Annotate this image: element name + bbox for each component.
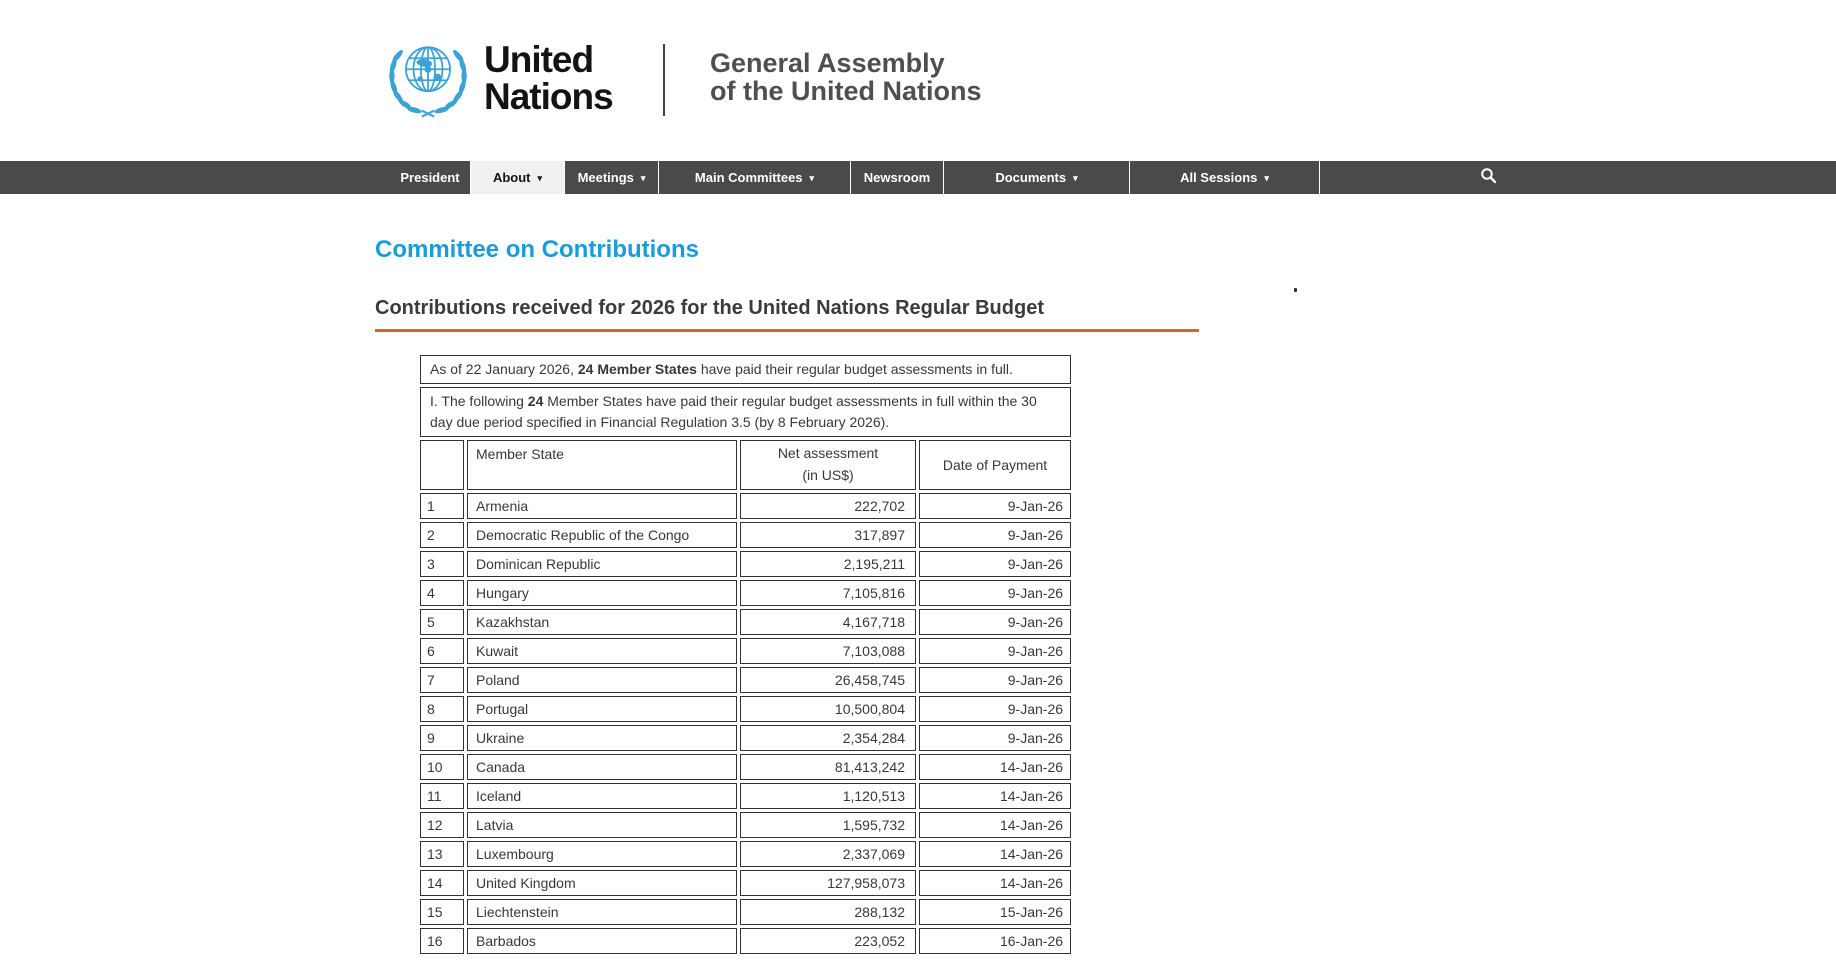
nav-item-meetings[interactable] [564, 161, 658, 194]
net-assessment-cell: 81,413,242 [740, 754, 916, 780]
col-header-net-line1: Net assessment [777, 445, 879, 462]
row-index-cell: 15 [420, 899, 464, 925]
row-index-cell: 4 [420, 580, 464, 606]
chevron-down-icon: ▾ [537, 173, 543, 183]
search-button[interactable] [1319, 161, 1657, 194]
net-assessment-cell: 223,052 [740, 928, 916, 954]
member-state-cell: Barbados [467, 928, 737, 954]
row-index-cell: 16 [420, 928, 464, 954]
net-assessment-cell: 288,132 [740, 899, 916, 925]
member-state-cell: Ukraine [467, 725, 737, 751]
date-of-payment-cell: 9-Jan-26 [919, 580, 1071, 606]
table-row [420, 841, 1071, 867]
row-index-cell: 13 [420, 841, 464, 867]
table-row [420, 696, 1071, 722]
row-index-cell: 10 [420, 754, 464, 780]
table-row [420, 638, 1071, 664]
nav-item-president[interactable] [390, 161, 470, 194]
net-assessment-cell: 2,195,211 [740, 551, 916, 577]
member-state-cell: Luxembourg [467, 841, 737, 867]
table-row [420, 522, 1071, 548]
member-state-cell: Poland [467, 667, 737, 693]
table-row [420, 754, 1071, 780]
net-assessment-cell: 7,103,088 [740, 638, 916, 664]
main-nav [0, 161, 1836, 194]
header-divider [663, 44, 665, 116]
net-assessment-cell: 1,595,732 [740, 812, 916, 838]
table-note-cell [420, 387, 1071, 437]
note-bold-text: 24 [527, 393, 544, 409]
site-title [710, 49, 982, 105]
table-row [420, 812, 1071, 838]
nav-item-all-sessions[interactable] [1129, 161, 1319, 194]
table-row [420, 551, 1071, 577]
row-index-cell: 9 [420, 725, 464, 751]
member-state-cell: Iceland [467, 783, 737, 809]
nav-item-about[interactable] [470, 161, 564, 194]
date-of-payment-cell: 9-Jan-26 [919, 609, 1071, 635]
date-of-payment-cell: 9-Jan-26 [919, 551, 1071, 577]
section-heading-underline [375, 297, 1199, 332]
net-assessment-cell: 222,702 [740, 493, 916, 519]
table-header-row [420, 440, 1071, 490]
net-assessment-cell: 127,958,073 [740, 870, 916, 896]
table-row [420, 928, 1071, 954]
stray-dot-artifact [1294, 288, 1297, 292]
logo-wordmark-line1: United [484, 39, 594, 80]
net-assessment-cell: 7,105,816 [740, 580, 916, 606]
table-summary-row [420, 355, 1071, 384]
col-header-index [420, 440, 464, 490]
row-index-cell: 12 [420, 812, 464, 838]
date-of-payment-cell: 9-Jan-26 [919, 638, 1071, 664]
chevron-down-icon: ▾ [640, 173, 646, 183]
member-state-cell: Portugal [467, 696, 737, 722]
table-row [420, 609, 1071, 635]
nav-item-label: President [400, 170, 460, 185]
nav-item-label: Documents [995, 170, 1067, 185]
nav-item-documents[interactable] [943, 161, 1129, 194]
col-header-net-line2: (in US$) [802, 467, 854, 483]
member-state-cell: Dominican Republic [467, 551, 737, 577]
row-index-cell: 5 [420, 609, 464, 635]
member-state-cell: Democratic Republic of the Congo [467, 522, 737, 548]
nav-item-label: Main Committees [694, 170, 803, 185]
nav-item-newsroom[interactable] [850, 161, 943, 194]
un-logo[interactable] [384, 34, 613, 122]
nav-item-main-committees[interactable] [658, 161, 850, 194]
net-assessment-cell: 1,120,513 [740, 783, 916, 809]
contributions-table [417, 352, 1074, 957]
table-row [420, 870, 1071, 896]
site-header [0, 0, 1836, 161]
member-state-cell: Latvia [467, 812, 737, 838]
table-summary-cell [420, 355, 1071, 384]
nav-item-label: About [492, 170, 531, 185]
row-index-cell: 7 [420, 667, 464, 693]
member-state-cell: Armenia [467, 493, 737, 519]
table-note-row [420, 387, 1071, 437]
member-state-cell: Kazakhstan [467, 609, 737, 635]
net-assessment-cell: 317,897 [740, 522, 916, 548]
summary-text-suffix: have paid their regular budget assessments in full. [696, 361, 1013, 377]
note-text-suffix: Member States have paid their regular budget assessments in full within the 30 day due period specified in Financial Regulation 3.5 (by 8 February 2026). [430, 393, 1037, 430]
table-row [420, 783, 1071, 809]
table-row [420, 667, 1071, 693]
member-state-cell: Kuwait [467, 638, 737, 664]
row-index-cell: 6 [420, 638, 464, 664]
net-assessment-cell: 2,337,069 [740, 841, 916, 867]
member-state-cell: United Kingdom [467, 870, 737, 896]
row-index-cell: 11 [420, 783, 464, 809]
date-of-payment-cell: 14-Jan-26 [919, 870, 1071, 896]
summary-bold-text: 24 Member States [577, 361, 697, 377]
nav-item-label: All Sessions [1180, 170, 1258, 185]
date-of-payment-cell: 9-Jan-26 [919, 667, 1071, 693]
date-of-payment-cell: 15-Jan-26 [919, 899, 1071, 925]
net-assessment-cell: 26,458,745 [740, 667, 916, 693]
chevron-down-icon: ▾ [1264, 173, 1269, 183]
date-of-payment-cell: 9-Jan-26 [919, 725, 1071, 751]
date-of-payment-cell: 9-Jan-26 [919, 696, 1071, 722]
site-title-line2: of the United Nations [710, 76, 982, 106]
row-index-cell: 8 [420, 696, 464, 722]
row-index-cell: 14 [420, 870, 464, 896]
row-index-cell: 3 [420, 551, 464, 577]
table-row [420, 725, 1071, 751]
col-header-member-state: Member State [467, 440, 737, 490]
page-title: Committee on Contributions [375, 236, 699, 263]
table-row [420, 580, 1071, 606]
col-header-date-of-payment: Date of Payment [919, 440, 1071, 490]
date-of-payment-cell: 14-Jan-26 [919, 812, 1071, 838]
date-of-payment-cell: 14-Jan-26 [919, 754, 1071, 780]
date-of-payment-cell: 9-Jan-26 [919, 522, 1071, 548]
summary-text: As of 22 January 2026, [430, 361, 578, 377]
net-assessment-cell: 2,354,284 [740, 725, 916, 751]
note-text: I. The following [430, 393, 528, 409]
nav-item-label: Meetings [577, 170, 634, 185]
col-header-net-assessment [740, 440, 916, 490]
date-of-payment-cell: 14-Jan-26 [919, 841, 1071, 867]
table-row [420, 493, 1071, 519]
member-state-cell: Canada [467, 754, 737, 780]
search-icon [1480, 167, 1497, 189]
net-assessment-cell: 10,500,804 [740, 696, 916, 722]
chevron-down-icon: ▾ [809, 173, 815, 183]
site-title-line1: General Assembly [710, 48, 945, 78]
logo-wordmark [484, 41, 613, 115]
row-index-cell: 1 [420, 493, 464, 519]
nav-item-label: Newsroom [863, 170, 931, 185]
section-heading: Contributions received for 2026 for the United Nations Regular Budget [375, 297, 1044, 319]
table-row [420, 899, 1071, 925]
logo-wordmark-line2: Nations [484, 76, 613, 117]
member-state-cell: Liechtenstein [467, 899, 737, 925]
date-of-payment-cell: 9-Jan-26 [919, 493, 1071, 519]
row-index-cell: 2 [420, 522, 464, 548]
net-assessment-cell: 4,167,718 [740, 609, 916, 635]
member-state-cell: Hungary [467, 580, 737, 606]
date-of-payment-cell: 16-Jan-26 [919, 928, 1071, 954]
un-emblem-icon [384, 34, 472, 122]
chevron-down-icon: ▾ [1073, 173, 1078, 183]
date-of-payment-cell: 14-Jan-26 [919, 783, 1071, 809]
